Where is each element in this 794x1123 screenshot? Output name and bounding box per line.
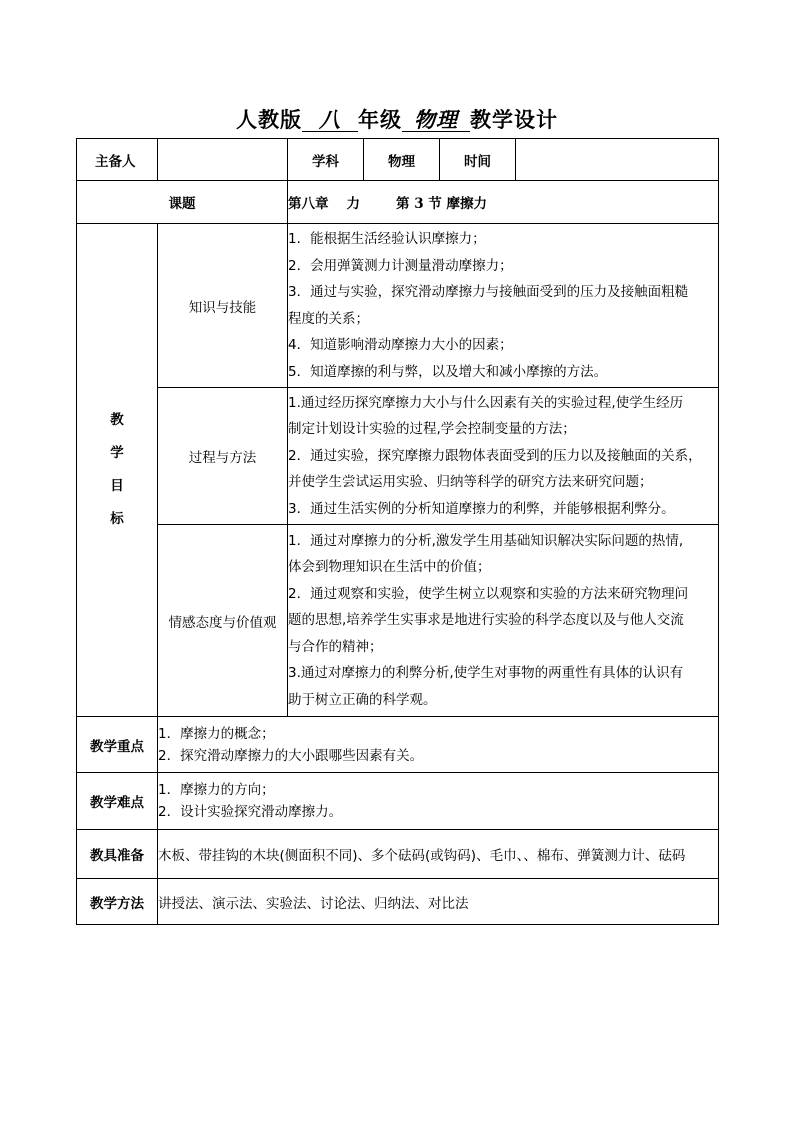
knowledge-skills-label: 知识与技能	[158, 224, 288, 388]
materials-label: 教具准备	[77, 830, 158, 879]
objectives-char-2: 学	[110, 445, 124, 461]
difficulties-content	[158, 773, 719, 830]
list-item: 1．摩擦力的概念；	[158, 725, 275, 742]
subject-label: 学科	[288, 139, 364, 181]
list-item: 5．知道摩擦的利与弊，以及增大和减小摩擦的方法。	[288, 363, 608, 380]
list-item: 并使学生尝试运用实验、归纳等科学的研究方法来研究问题；	[288, 474, 653, 491]
process-methods-content	[288, 388, 719, 525]
preparer-label: 主备人	[77, 139, 158, 181]
list-item: 2．探究滑动摩擦力的大小跟哪些因素有关。	[158, 747, 424, 764]
title-grade-suffix: 年级	[358, 107, 402, 132]
list-item: 与合作的精神；	[288, 638, 383, 655]
list-item: 制定计划设计实验的过程,学会控制变量的方法；	[288, 421, 576, 438]
subject-fill: 物理	[402, 109, 470, 132]
list-item: 1．能根据生活经验认识摩擦力；	[288, 231, 486, 247]
list-item: 2．通过观察和实验，使学生树立以观察和实验的方法来研究物理问	[288, 585, 689, 602]
chapter: 第八章	[288, 196, 329, 212]
difficulties-row	[77, 773, 719, 830]
list-item: 3．通过生活实例的分析知道摩擦力的利弊，并能够根据利弊分。	[288, 500, 675, 517]
list-item: 体会到物理知识在生活中的价值；	[288, 559, 491, 576]
process-methods-label: 过程与方法	[158, 388, 288, 525]
objectives-label	[77, 224, 158, 717]
list-item: 1．通过对摩擦力的分析,激发学生用基础知识解决实际问题的热情,	[288, 532, 684, 549]
section-title: 摩擦力	[446, 196, 487, 212]
key-points-label: 教学重点	[77, 717, 158, 773]
methods-content: 讲授法、演示法、实验法、讨论法、归纳法、对比法	[158, 879, 719, 925]
objectives-char-3: 目	[110, 478, 124, 494]
list-item: 题的思想,培养学生实事求是地进行实验的科学态度以及与他人交流	[288, 612, 684, 629]
methods-row	[77, 879, 719, 925]
materials-row	[77, 830, 719, 879]
title-suffix: 教学设计	[470, 107, 558, 132]
time-value	[516, 139, 719, 181]
list-item: 3．通过与实验，探究滑动摩擦力与接触面受到的压力及接触面粗糙	[288, 284, 689, 300]
objectives-char-4: 标	[110, 511, 124, 527]
preparer-value	[158, 139, 288, 181]
key-points-content	[158, 717, 719, 773]
objective-process-row	[77, 388, 719, 525]
topic-row	[77, 181, 719, 224]
list-item: 2．设计实验探究滑动摩擦力。	[158, 804, 343, 820]
title-prefix: 人教版	[236, 107, 302, 132]
section: 第 3 节	[396, 196, 442, 212]
knowledge-skills-content	[288, 224, 719, 388]
meta-row	[77, 139, 719, 181]
list-item: 助于树立正确的科学观。	[288, 691, 437, 708]
list-item: 1.通过经历探究摩擦力大小与什么因素有关的实验过程,使学生经历	[288, 394, 684, 411]
lesson-plan-table	[76, 138, 719, 925]
topic-label: 课题	[77, 181, 288, 224]
grade-fill: 八	[302, 109, 358, 132]
list-item: 1．摩擦力的方向；	[158, 782, 275, 798]
objective-attitude-row	[77, 525, 719, 717]
list-item: 2．会用弹簧测力计测量滑动摩擦力；	[288, 257, 513, 274]
chapter-title: 力	[346, 196, 360, 212]
time-label: 时间	[440, 139, 516, 181]
materials-content: 木板、带挂钩的木块(侧面积不同)、多个砝码(或钩码)、毛巾、、棉布、弹簧测力计、砝码	[158, 830, 719, 879]
attitude-values-content	[288, 525, 719, 717]
list-item: 程度的关系；	[288, 310, 369, 327]
topic-value	[288, 181, 719, 224]
subject-value: 物理	[364, 139, 440, 181]
key-points-row	[77, 717, 719, 773]
methods-label: 教学方法	[77, 879, 158, 925]
list-item: 3.通过对摩擦力的利弊分析,使学生对事物的两重性有具体的认识有	[288, 665, 684, 682]
difficulties-label: 教学难点	[77, 773, 158, 830]
list-item: 2．通过实验，探究摩擦力跟物体表面受到的压力以及接触面的关系，	[288, 447, 702, 464]
attitude-values-label: 情感态度与价值观	[158, 525, 288, 717]
objective-knowledge-row	[77, 224, 719, 388]
list-item: 4．知道影响滑动摩擦力大小的因素；	[288, 337, 513, 353]
document-title	[0, 104, 794, 134]
objectives-char-1: 教	[110, 412, 124, 428]
